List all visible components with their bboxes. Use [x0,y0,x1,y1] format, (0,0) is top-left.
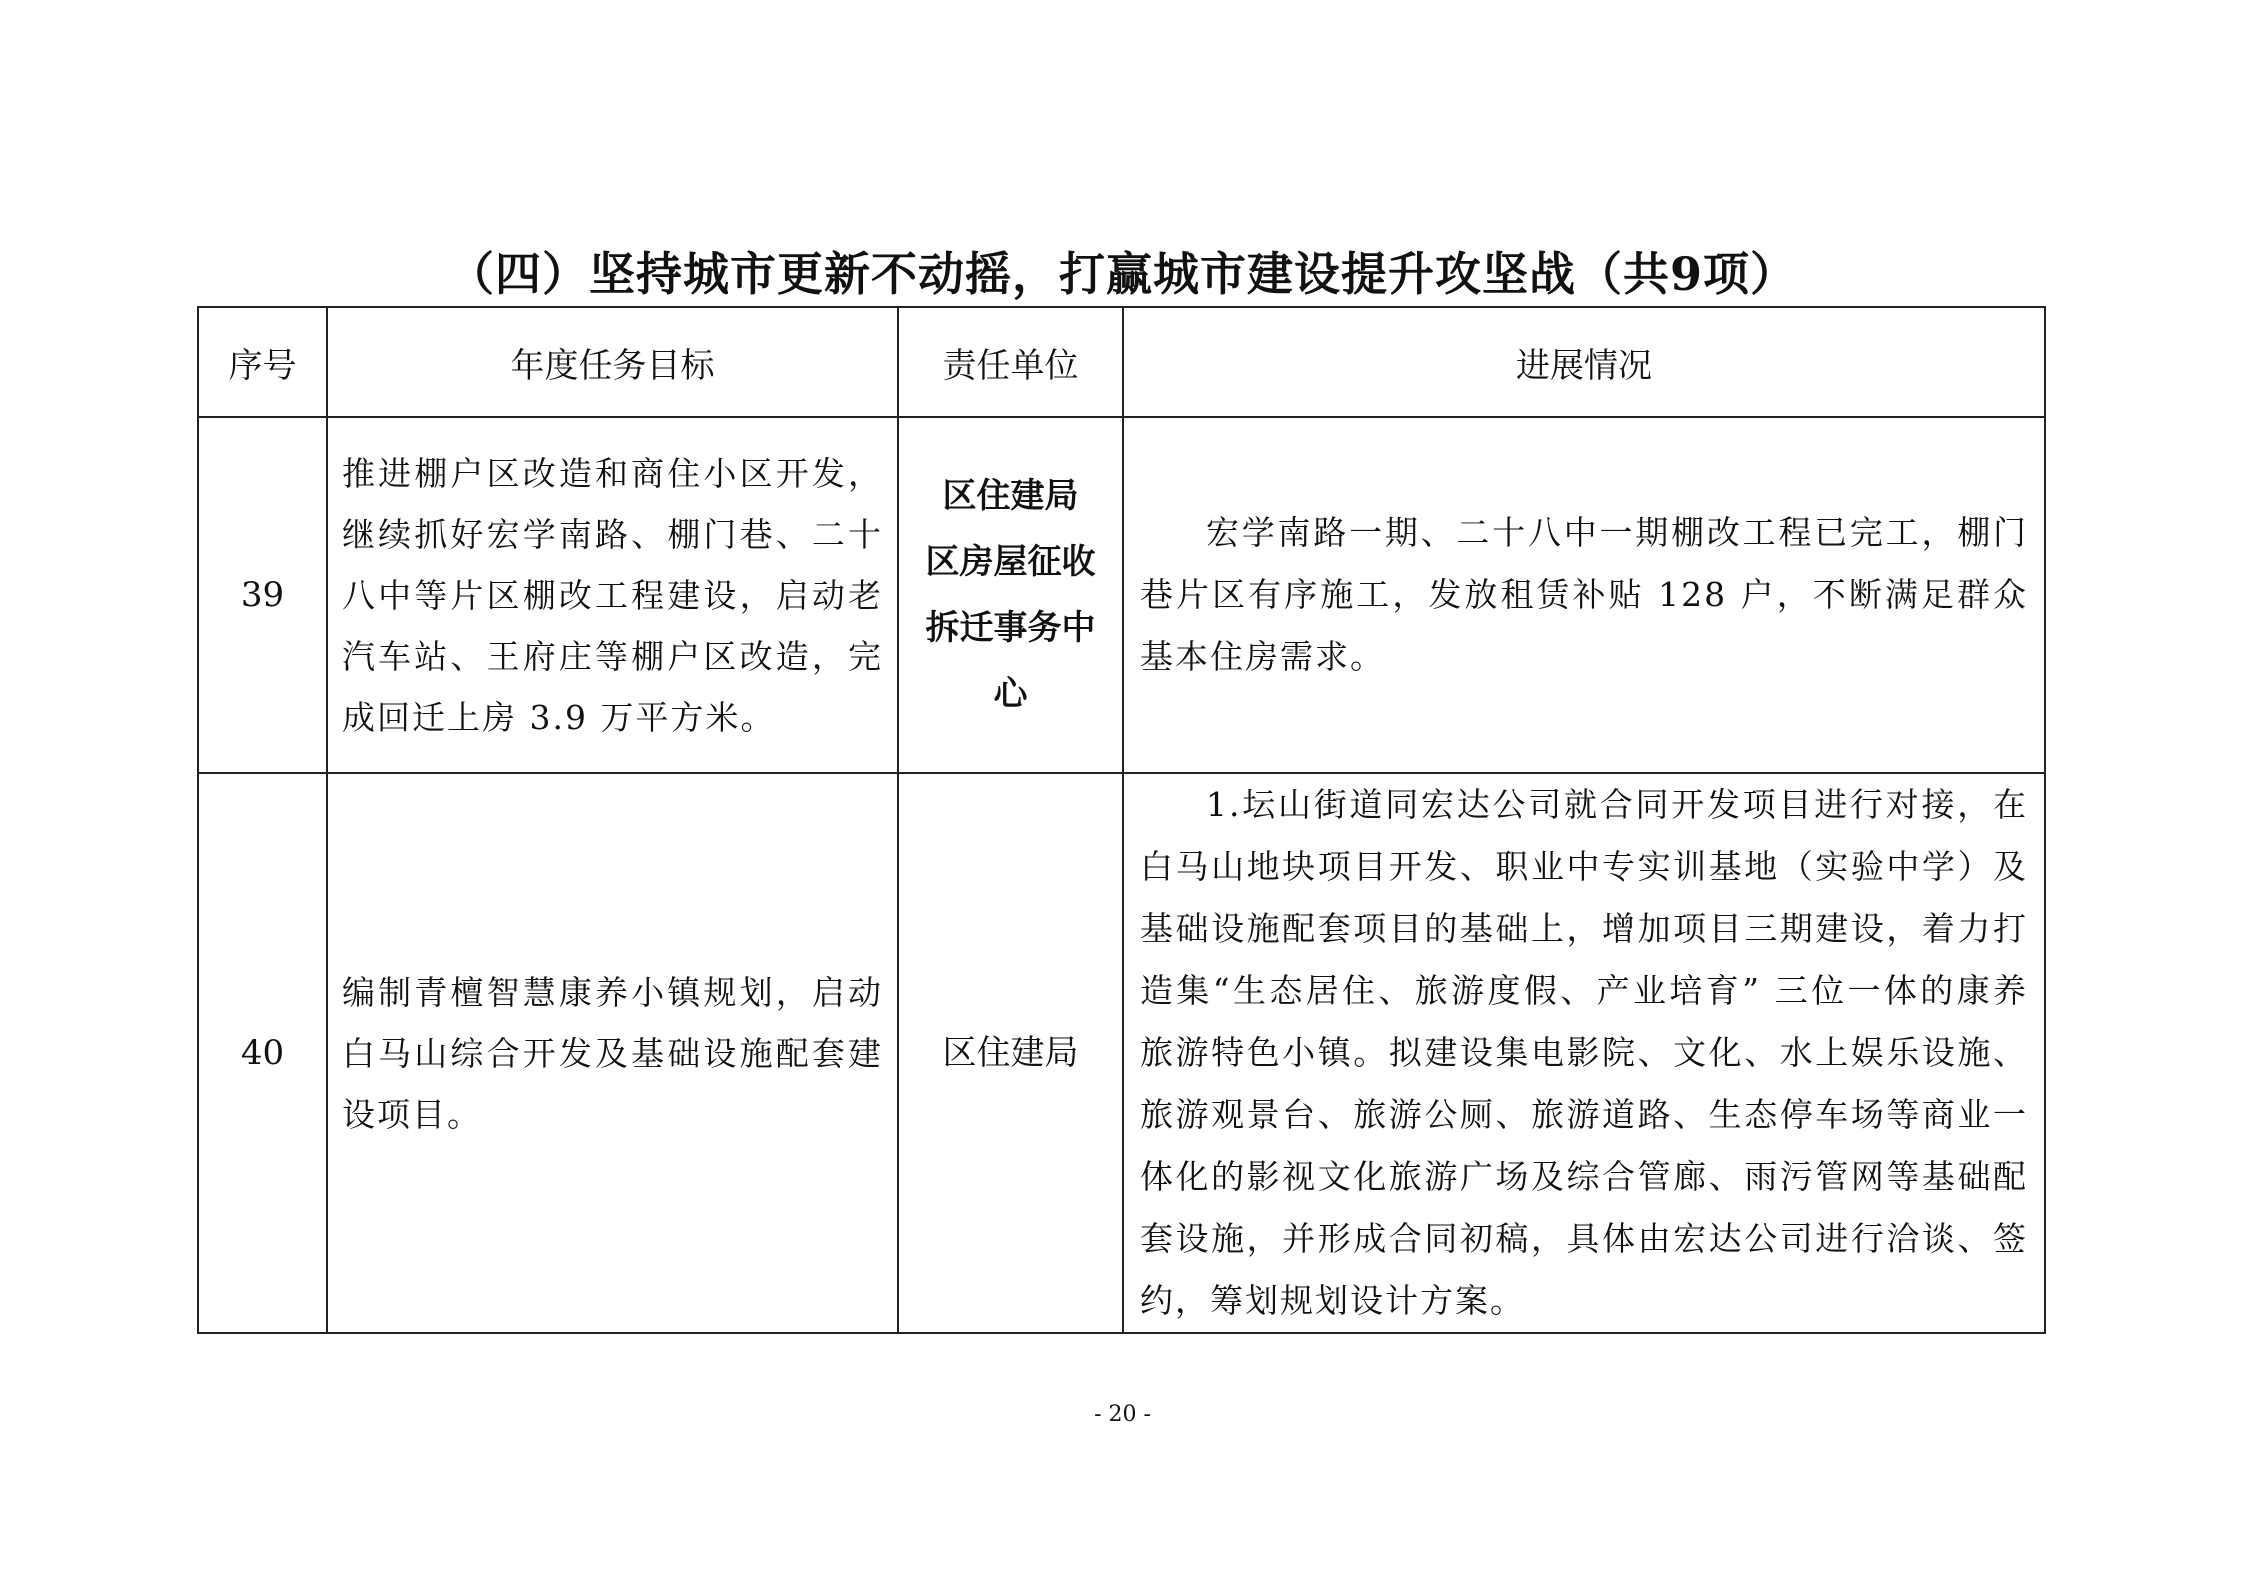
header-seq: 序号 [198,307,327,417]
unit-line: 区住建局 [942,476,1079,516]
header-progress: 进展情况 [1123,307,2045,417]
task-table [197,306,2046,1334]
page-title: （四）坚持城市更新不动摇，打赢城市建设提升攻坚战（共9项） [447,247,1797,301]
unit-line: 区房屋征收 [925,542,1096,582]
page-number: - 20 - [1094,1402,1151,1427]
row-unit [898,417,1123,773]
row-goal: 推进棚户区改造和商住小区开发，继续抓好宏学南路、棚门巷、二十八中等片区棚改工程建设，启动老汽车站、王府庄等棚户区改造，完成回迁上房 3.9 万平方米。 [327,417,898,773]
header-unit: 责任单位 [898,307,1123,417]
table-header-row [198,307,2045,417]
row-progress: 宏学南路一期、二十八中一期棚改工程已完工，棚门巷片区有序施工，发放租赁补贴 128 户，不断满足群众基本住房需求。 [1123,417,2045,773]
table-row [198,417,2045,773]
header-goal: 年度任务目标 [327,307,898,417]
row-goal: 编制青檀智慧康养小镇规划，启动白马山综合开发及基础设施配套建设项目。 [327,773,898,1333]
unit-line: 拆迁事务中 [925,608,1096,648]
row-unit: 区住建局 [898,773,1123,1333]
row-progress: 1.坛山街道同宏达公司就合同开发项目进行对接，在白马山地块项目开发、职业中专实训基地（实验中学）及基础设施配套项目的基础上，增加项目三期建设，着力打造集“生态居住、旅游度假、产业培育” 三位一体的康养旅游特色小镇。拟建设集电影院、文化、水上娱乐设施、旅游观景台、旅游公厕、旅游道路、生态停车场等商业一体化的影视文化旅游广场及综合管廊、雨污管网等基础配套设施，并形成合同初稿，具体由宏达公司进行洽谈、签约，筹划规划设计方案。 [1123,773,2045,1333]
row-seq: 40 [198,773,327,1333]
row-seq: 39 [198,417,327,773]
unit-line: 心 [993,674,1028,714]
table-row [198,773,2045,1333]
